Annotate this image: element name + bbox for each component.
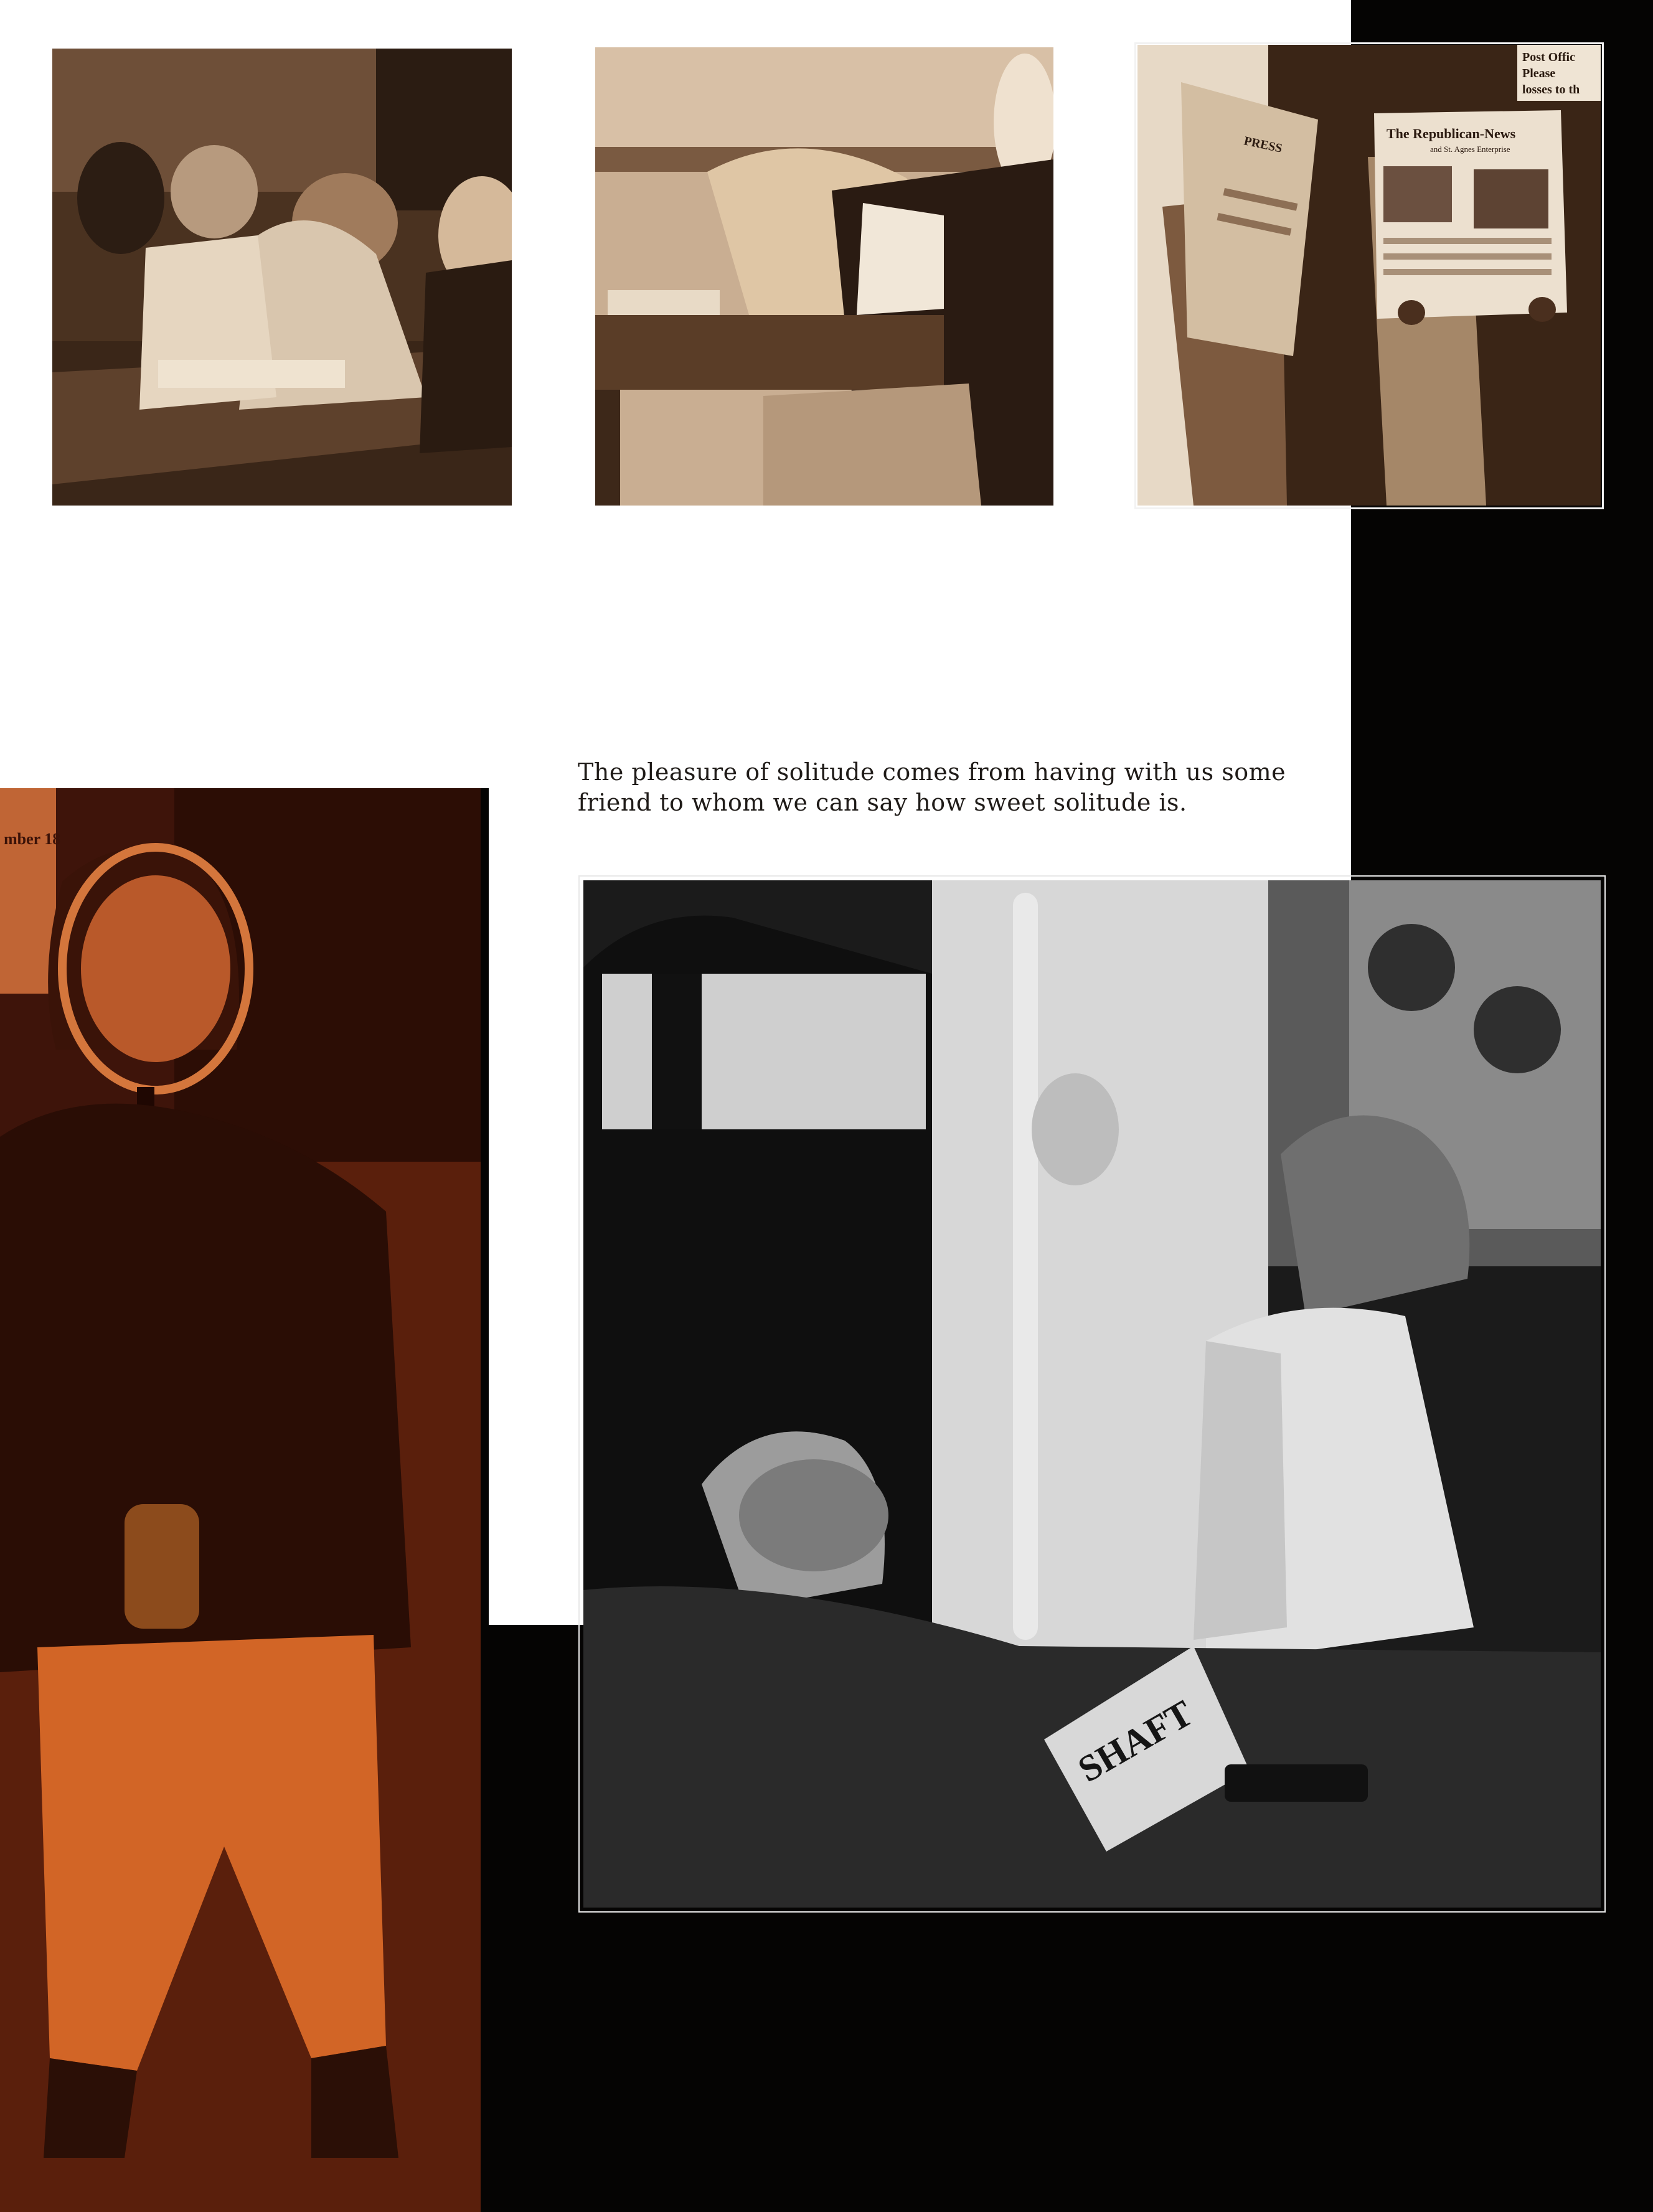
photo-student-asleep-on-desk xyxy=(595,47,1053,506)
newspaper-right-subtitle: and St. Agnes Enterprise xyxy=(1430,144,1510,154)
photo-student-head-in-hands xyxy=(52,49,512,506)
photo-person-with-tennis-racket xyxy=(0,788,481,2212)
sign-line-1: Post Offic xyxy=(1522,50,1575,64)
newspaper-right-masthead: The Republican-News xyxy=(1387,126,1516,141)
book-title: SHAFT xyxy=(1071,1692,1200,1791)
sign-line-2: Please xyxy=(1522,67,1556,80)
newspaper-left-masthead: PRESS xyxy=(1242,134,1284,156)
sign-line-3: losses to th xyxy=(1522,83,1580,96)
poster-text: mber 18 xyxy=(4,830,61,848)
caption-solitude-quote: The pleasure of solitude comes from having with us some friend to whom we can say how sweet solitude is. xyxy=(578,758,1286,816)
photo-students-with-headphones xyxy=(583,880,1601,1908)
photo-newspaper-readers xyxy=(1137,45,1601,506)
